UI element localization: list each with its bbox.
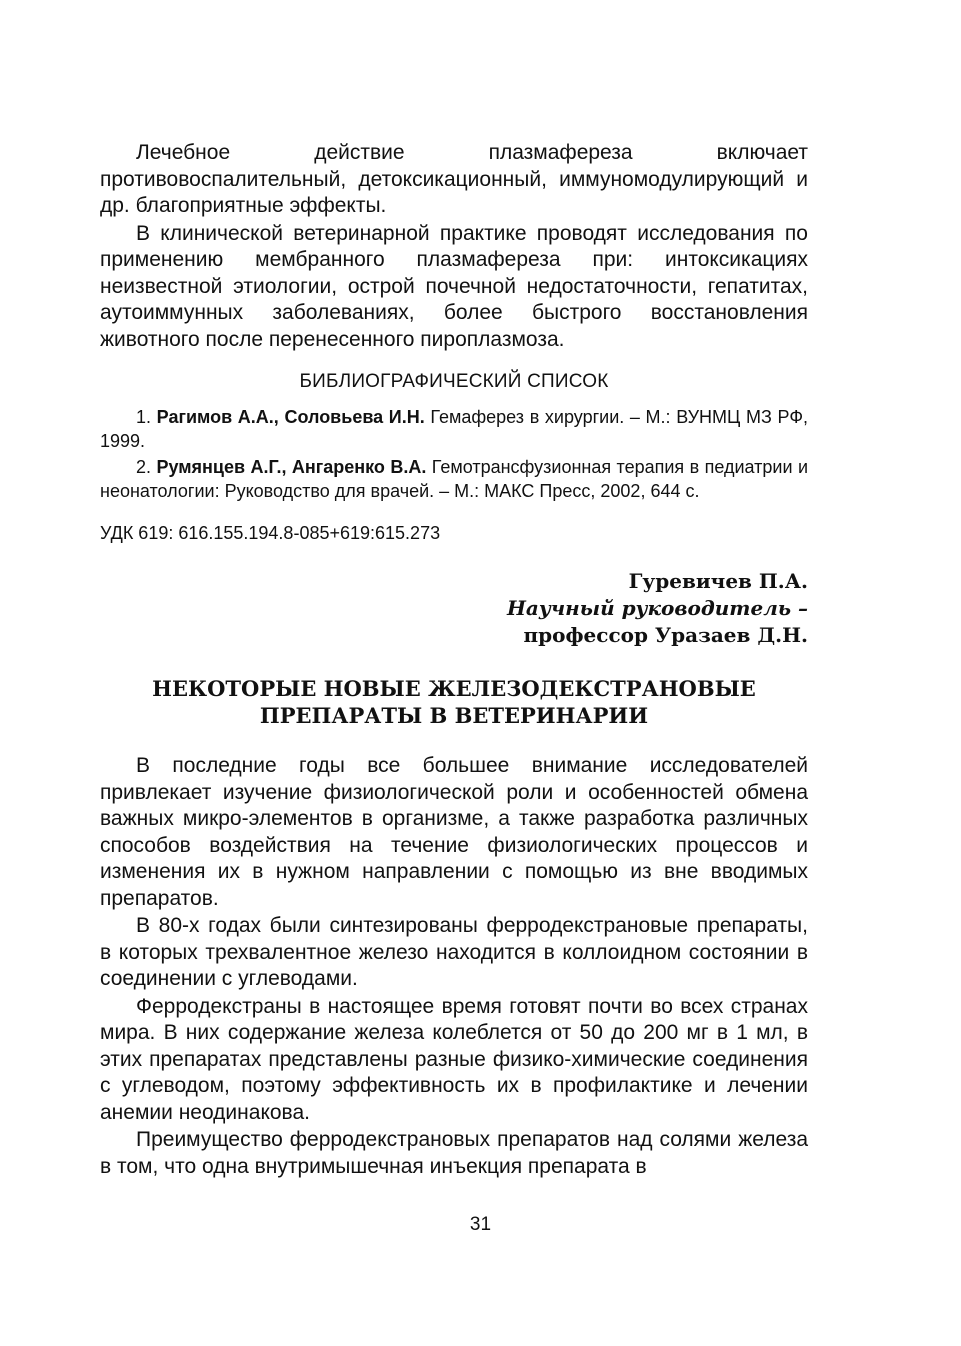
article-title-line-1: НЕКОТОРЫЕ НОВЫЕ ЖЕЛЕЗОДЕКСТРАНОВЫЕ — [152, 676, 756, 701]
bib-item-rest: Гемотрансфузионная терапия в педиатрии и неонатологии: Руководство для врачей. – М.: МАКС Пресс, 2002, 644 с. — [100, 457, 808, 501]
bib-item-rest: Гемаферез в хирургии. – М.: ВУНМЦ МЗ РФ, 1999. — [100, 407, 809, 451]
bibliography-item-2 — [100, 455, 808, 503]
udk-code: УДК 619: 616.155.194.8-085+619:615.273 — [100, 523, 441, 543]
intro-paragraph-1: Лечебное действие плазмафереза включает противовоспалительный, детоксикационный, иммуномодулирующий и др. благоприятные эффекты. — [100, 141, 808, 217]
bibliography-item-1 — [100, 405, 808, 453]
supervisor-role: Научный руководитель – — [507, 596, 808, 620]
article-paragraph-3: Ферродекстраны в настоящее время готовят почти во всех странах мира. В них содержание железа колеблется от 50 до 200 мг в 1 мл, в этих препаратах представлены разные физико-химические соединения с углеводом, поэтому эффективность их в профилактике и лечении анемии неодинакова. — [100, 994, 808, 1124]
article-paragraph-1: В последние годы все большее внимание исследователей привлекает изучение физиологической роли и особенностей обмена важных микро-элементов в организме, а также разработка различных способов воздействия на течение физиологических процессов и изменения их в нужном направлении с помощью из вне вводимых препаратов. — [100, 754, 808, 910]
intro-paragraph-2: В клинической ветеринарной практике проводят исследования по применению мембранного плазмафереза при: интоксикациях неизвестной этиологии, острой почечной недостаточности, гепатитах, аутоиммунных заболеваниях, более быстрого восстановления животного после перенесенного пироплазмоза. — [100, 221, 808, 351]
article-paragraph-4: Преимущество ферродекстрановых препаратов над солями железа в том, что одна внутримышечная инъекция препарата в — [100, 1128, 808, 1178]
bibliography-title: БИБЛИОГРАФИЧЕСКИЙ СПИСОК — [299, 371, 609, 392]
article-paragraph-2: В 80-х годах были синтезированы ферродекстрановые препараты, в которых трехвалентное железо находится в коллоидном состоянии в соединении с углеводами. — [100, 914, 808, 990]
article-title-line-2: ПРЕПАРАТЫ В ВЕТЕРИНАРИИ — [259, 703, 649, 728]
supervisor-name: профессор Уразаев Д.Н. — [523, 623, 808, 647]
bib-item-authors: Румянцев А.Г., Ангаренко В.А. — [156, 457, 427, 477]
article-title — [100, 675, 808, 729]
bib-item-number: 2. — [136, 457, 157, 477]
bib-item-authors: Рагимов А.А., Соловьева И.Н. — [156, 407, 425, 427]
page-number: 31 — [469, 1214, 492, 1235]
page-content — [100, 140, 808, 1181]
author-block — [100, 568, 808, 649]
author-name: Гуревичев П.А. — [628, 569, 808, 593]
bib-item-number: 1. — [136, 407, 157, 427]
